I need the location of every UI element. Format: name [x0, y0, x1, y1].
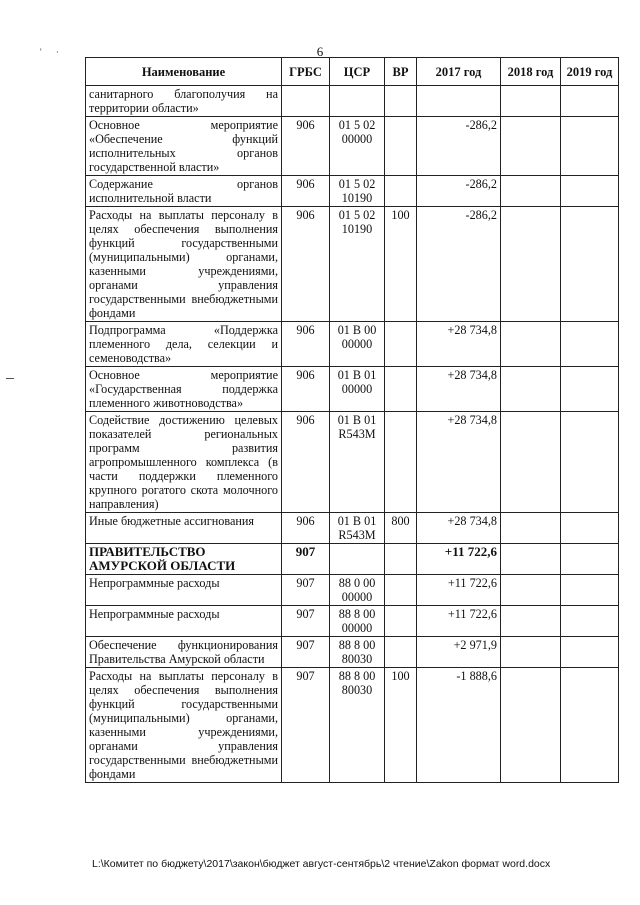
scan-specks: ' ·: [40, 47, 65, 57]
table-header: [86, 58, 619, 86]
row-vr-cell: [385, 176, 417, 207]
row-2018-cell: [501, 606, 561, 637]
row-2019-cell: [561, 117, 619, 176]
row-grbs-cell: 907: [282, 668, 330, 783]
row-vr-cell: [385, 575, 417, 606]
row-2018-cell: [501, 86, 561, 117]
row-grbs-cell: [282, 86, 330, 117]
header-2019: 2019 год: [561, 58, 619, 86]
header-2017: 2017 год: [417, 58, 501, 86]
row-grbs-cell: 906: [282, 513, 330, 544]
row-csr-cell: 01 В 01 R543M: [330, 412, 385, 513]
table-row: [86, 575, 619, 606]
row-csr-cell: 01 5 02 00000: [330, 117, 385, 176]
row-name-cell: ПРАВИТЕЛЬСТВО АМУРСКОЙ ОБЛАСТИ: [86, 544, 282, 575]
row-csr-cell: 88 8 00 80030: [330, 637, 385, 668]
row-name-cell: Содержание органов исполнительной власти: [86, 176, 282, 207]
row-name-cell: Подпрограмма «Поддержка племенного дела, селекции и семеноводства»: [86, 322, 282, 367]
row-2018-cell: [501, 207, 561, 322]
row-2019-cell: [561, 637, 619, 668]
row-grbs-cell: 906: [282, 117, 330, 176]
scan-mark: [6, 378, 14, 379]
table-row: [86, 513, 619, 544]
table-row: [86, 637, 619, 668]
row-vr-cell: [385, 86, 417, 117]
row-2018-cell: [501, 176, 561, 207]
row-2019-cell: [561, 322, 619, 367]
row-2018-cell: [501, 322, 561, 367]
row-csr-cell: 88 0 00 00000: [330, 575, 385, 606]
row-csr-cell: 01 5 02 10190: [330, 176, 385, 207]
row-2017-cell: +11 722,6: [417, 606, 501, 637]
table-row: [86, 668, 619, 783]
row-vr-cell: [385, 117, 417, 176]
table-row: [86, 117, 619, 176]
row-2018-cell: [501, 367, 561, 412]
row-2019-cell: [561, 176, 619, 207]
row-csr-cell: [330, 86, 385, 117]
row-2017-cell: -286,2: [417, 176, 501, 207]
row-name-cell: Обеспечение функционирования Правительства Амурской области: [86, 637, 282, 668]
row-name-cell: Основное мероприятие «Государственная поддержка племенного животноводства»: [86, 367, 282, 412]
row-2019-cell: [561, 412, 619, 513]
row-2019-cell: [561, 367, 619, 412]
row-2017-cell: +28 734,8: [417, 513, 501, 544]
row-2019-cell: [561, 86, 619, 117]
row-2018-cell: [501, 117, 561, 176]
row-2017-cell: +28 734,8: [417, 412, 501, 513]
row-grbs-cell: 906: [282, 207, 330, 322]
row-2017-cell: +11 722,6: [417, 575, 501, 606]
row-vr-cell: 800: [385, 513, 417, 544]
row-vr-cell: [385, 367, 417, 412]
row-grbs-cell: 907: [282, 544, 330, 575]
row-csr-cell: 88 8 00 00000: [330, 606, 385, 637]
page-number: 6: [316, 44, 324, 59]
table-body: [86, 86, 619, 783]
row-vr-cell: [385, 637, 417, 668]
table-row: [86, 606, 619, 637]
row-grbs-cell: 906: [282, 322, 330, 367]
header-csr: ЦСР: [330, 58, 385, 86]
row-2018-cell: [501, 668, 561, 783]
row-2018-cell: [501, 637, 561, 668]
row-2018-cell: [501, 513, 561, 544]
row-2018-cell: [501, 544, 561, 575]
row-vr-cell: [385, 544, 417, 575]
row-csr-cell: 88 8 00 80030: [330, 668, 385, 783]
header-grbs: ГРБС: [282, 58, 330, 86]
row-grbs-cell: 907: [282, 606, 330, 637]
row-name-cell: Непрограммные расходы: [86, 606, 282, 637]
row-name-cell: Непрограммные расходы: [86, 575, 282, 606]
row-name-cell: Расходы на выплаты персоналу в целях обеспечения выполнения функций государственными (муниципальными) органами, казенными учреждениями, органами управления государственными внебюджетными фондами: [86, 668, 282, 783]
row-2019-cell: [561, 544, 619, 575]
row-2017-cell: -1 888,6: [417, 668, 501, 783]
row-vr-cell: 100: [385, 207, 417, 322]
table-row: [86, 544, 619, 575]
row-name-cell: Расходы на выплаты персоналу в целях обеспечения выполнения функций государственными (муниципальными) органами, казенными учреждениями, органами управления государственными внебюджетными фондами: [86, 207, 282, 322]
row-csr-cell: 01 В 01 00000: [330, 367, 385, 412]
row-vr-cell: [385, 412, 417, 513]
row-csr-cell: 01 В 00 00000: [330, 322, 385, 367]
footer-file-path: L:\Комитет по бюджету\2017\закон\бюджет август-сентябрь\2 чтение\Zakon формат word.docx: [92, 858, 551, 870]
row-grbs-cell: 906: [282, 176, 330, 207]
row-vr-cell: [385, 322, 417, 367]
row-name-cell: Основное мероприятие «Обеспечение функций исполнительных органов государственной власти»: [86, 117, 282, 176]
row-vr-cell: 100: [385, 668, 417, 783]
row-vr-cell: [385, 606, 417, 637]
row-grbs-cell: 907: [282, 575, 330, 606]
row-grbs-cell: 907: [282, 637, 330, 668]
row-2019-cell: [561, 668, 619, 783]
table-row: [86, 207, 619, 322]
row-csr-cell: 01 В 01 R543M: [330, 513, 385, 544]
table-row: [86, 176, 619, 207]
row-grbs-cell: 906: [282, 367, 330, 412]
row-name-cell: Содействие достижению целевых показателей региональных программ развития агропромышленного комплекса (в части поддержки племенного крупного рогатого скота молочного направления): [86, 412, 282, 513]
row-2017-cell: +28 734,8: [417, 322, 501, 367]
row-2018-cell: [501, 575, 561, 606]
row-grbs-cell: 906: [282, 412, 330, 513]
header-vr: ВР: [385, 58, 417, 86]
header-2018: 2018 год: [501, 58, 561, 86]
row-2017-cell: [417, 86, 501, 117]
table-row: [86, 412, 619, 513]
row-2019-cell: [561, 207, 619, 322]
row-2019-cell: [561, 513, 619, 544]
row-csr-cell: [330, 544, 385, 575]
row-csr-cell: 01 5 02 10190: [330, 207, 385, 322]
budget-table: [85, 57, 619, 783]
row-2017-cell: +11 722,6: [417, 544, 501, 575]
row-2019-cell: [561, 575, 619, 606]
header-name: Наименование: [86, 58, 282, 86]
table-row: [86, 322, 619, 367]
header-row: [86, 58, 619, 86]
row-name-cell: Иные бюджетные ассигнования: [86, 513, 282, 544]
row-2017-cell: +28 734,8: [417, 367, 501, 412]
row-2017-cell: -286,2: [417, 117, 501, 176]
table-row: [86, 86, 619, 117]
row-2018-cell: [501, 412, 561, 513]
table-row: [86, 367, 619, 412]
row-2017-cell: -286,2: [417, 207, 501, 322]
row-2017-cell: +2 971,9: [417, 637, 501, 668]
row-2019-cell: [561, 606, 619, 637]
row-name-cell: санитарного благополучия на территории области»: [86, 86, 282, 117]
